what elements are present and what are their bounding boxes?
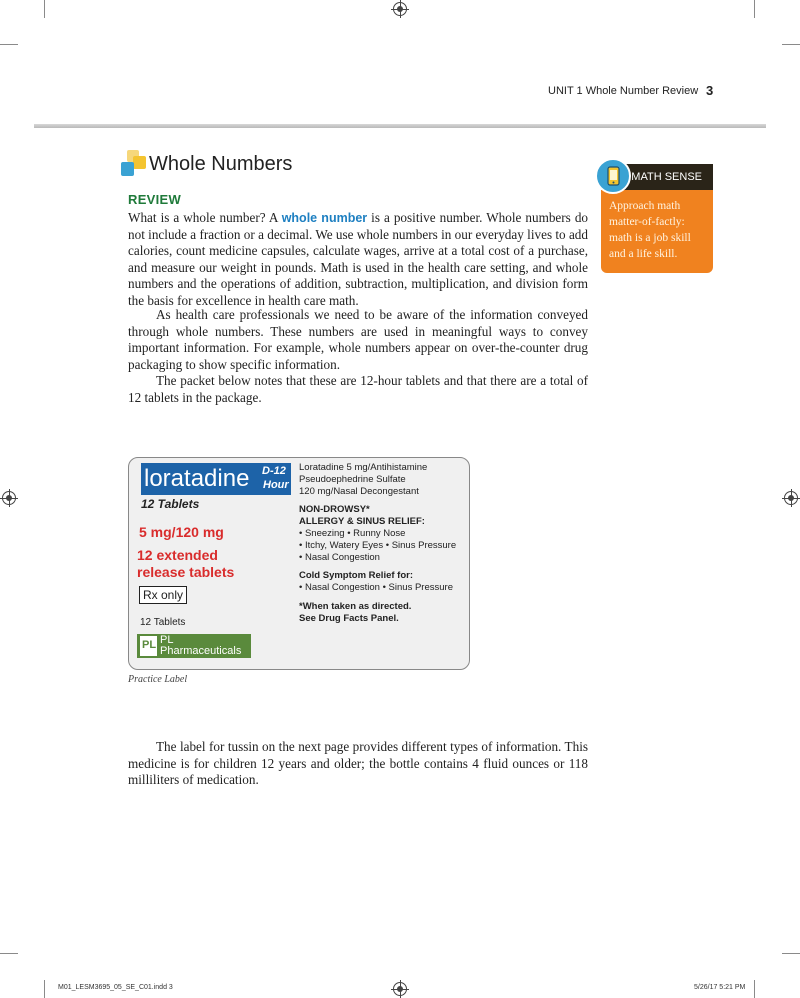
footer-filename: M01_LESM3695_05_SE_C01.indd 3 xyxy=(58,984,173,991)
crop-mark xyxy=(754,0,755,18)
review-heading: REVIEW xyxy=(128,192,182,207)
directions-note-line2: See Drug Facts Panel. xyxy=(299,613,399,624)
cold-heading: Cold Symptom Relief for: xyxy=(299,570,414,581)
paragraph-professionals: As health care professionals we need to be aware of the information conveyed through whole numbers. These numbers are used in meaningful ways to convey important information. For example, whole numbers appear on over-the-counter drug packaging to show specific information. xyxy=(128,307,588,372)
pl-logo-icon xyxy=(140,636,157,656)
running-head: UNIT 1 Whole Number Review xyxy=(548,85,699,97)
crop-mark xyxy=(0,44,18,45)
relief-list xyxy=(299,528,456,564)
relief-item: • Itchy, Watery Eyes • Sinus Pressure xyxy=(299,540,457,551)
crop-mark xyxy=(0,953,18,954)
phone-icon xyxy=(595,158,631,194)
registration-mark-icon xyxy=(393,982,407,996)
crop-mark xyxy=(44,980,45,998)
crop-mark xyxy=(754,980,755,998)
brand-banner xyxy=(141,463,291,495)
relief-item: • Nasal Congestion xyxy=(299,552,380,563)
brand-name: loratadine xyxy=(144,465,250,492)
section-title-icon xyxy=(121,150,147,178)
rx-only-box: Rx only xyxy=(139,586,187,604)
figure-caption: Practice Label xyxy=(128,674,188,685)
tablet-count: 12 Tablets xyxy=(140,617,186,628)
company-logo xyxy=(137,634,251,658)
section-title: Whole Numbers xyxy=(149,153,293,175)
ingredient-line: Pseudoephedrine Sulfate xyxy=(299,474,406,485)
math-sense-body: Approach math matter-of-factly: math is a job skill and a life skill. xyxy=(601,190,713,273)
footer-date: 5/26/17 5:21 PM xyxy=(694,984,746,991)
paragraph-intro xyxy=(128,210,588,309)
relief-heading: ALLERGY & SINUS RELIEF: xyxy=(299,516,425,527)
directions-note-line1: *When taken as directed. xyxy=(299,601,412,612)
relief-item: • Sneezing • Runny Nose xyxy=(299,528,406,539)
brand-badge-hour: Hour xyxy=(263,479,289,491)
practice-label xyxy=(128,457,470,670)
company-line2: Pharmaceuticals xyxy=(160,645,242,657)
non-drowsy: NON-DROWSY* xyxy=(299,504,370,515)
page-number: 3 xyxy=(706,83,714,98)
extended-release-line2: release tablets xyxy=(137,564,235,580)
strength: 5 mg/120 mg xyxy=(139,524,224,540)
key-term: whole number xyxy=(281,211,368,225)
crop-mark xyxy=(44,0,45,18)
extended-release-line1: 12 extended xyxy=(137,547,218,563)
paragraph-packet: The packet below notes that these are 12-hour tablets and that there are a total of 12 tablets in the package. xyxy=(128,373,588,405)
header-rule xyxy=(34,124,766,128)
paragraph-tussin: The label for tussin on the next page provides different types of information. This medicine is for children 12 years and older; the bottle contains 4 fluid ounces or 118 milliliters of medication. xyxy=(128,739,588,787)
registration-mark-icon xyxy=(393,2,407,16)
company-line1: PL xyxy=(160,634,174,646)
registration-mark-icon xyxy=(784,491,798,505)
brand-badge-d12: D-12 xyxy=(262,465,286,477)
registration-mark-icon xyxy=(2,491,16,505)
ingredient-line: Loratadine 5 mg/Antihistamine xyxy=(299,462,428,473)
math-sense-heading: MATH SENSE xyxy=(614,164,713,190)
crop-mark xyxy=(782,953,800,954)
tablet-count-italic: 12 Tablets xyxy=(141,497,200,511)
crop-mark xyxy=(782,44,800,45)
paragraph-text: What is a whole number? A xyxy=(128,210,282,225)
pl-logo-letters: PL xyxy=(142,639,157,651)
cold-item: • Nasal Congestion • Sinus Pressure xyxy=(299,582,453,593)
paragraph-text: is a positive number. Whole numbers do not include a fraction or a decimal. We use whole numbers in our everyday lives to add calories, count medicine capsules, calculate wages, arrive at a total cost of a purchase, and measure our weight in pounds. Math is used in the health care setting, and whole numbers and the operations of addition, subtraction, multiplication, and division form the basis for excellence in health care math. xyxy=(128,210,589,308)
ingredient-line: 120 mg/Nasal Decongestant xyxy=(299,486,419,497)
ingredients xyxy=(299,462,427,498)
